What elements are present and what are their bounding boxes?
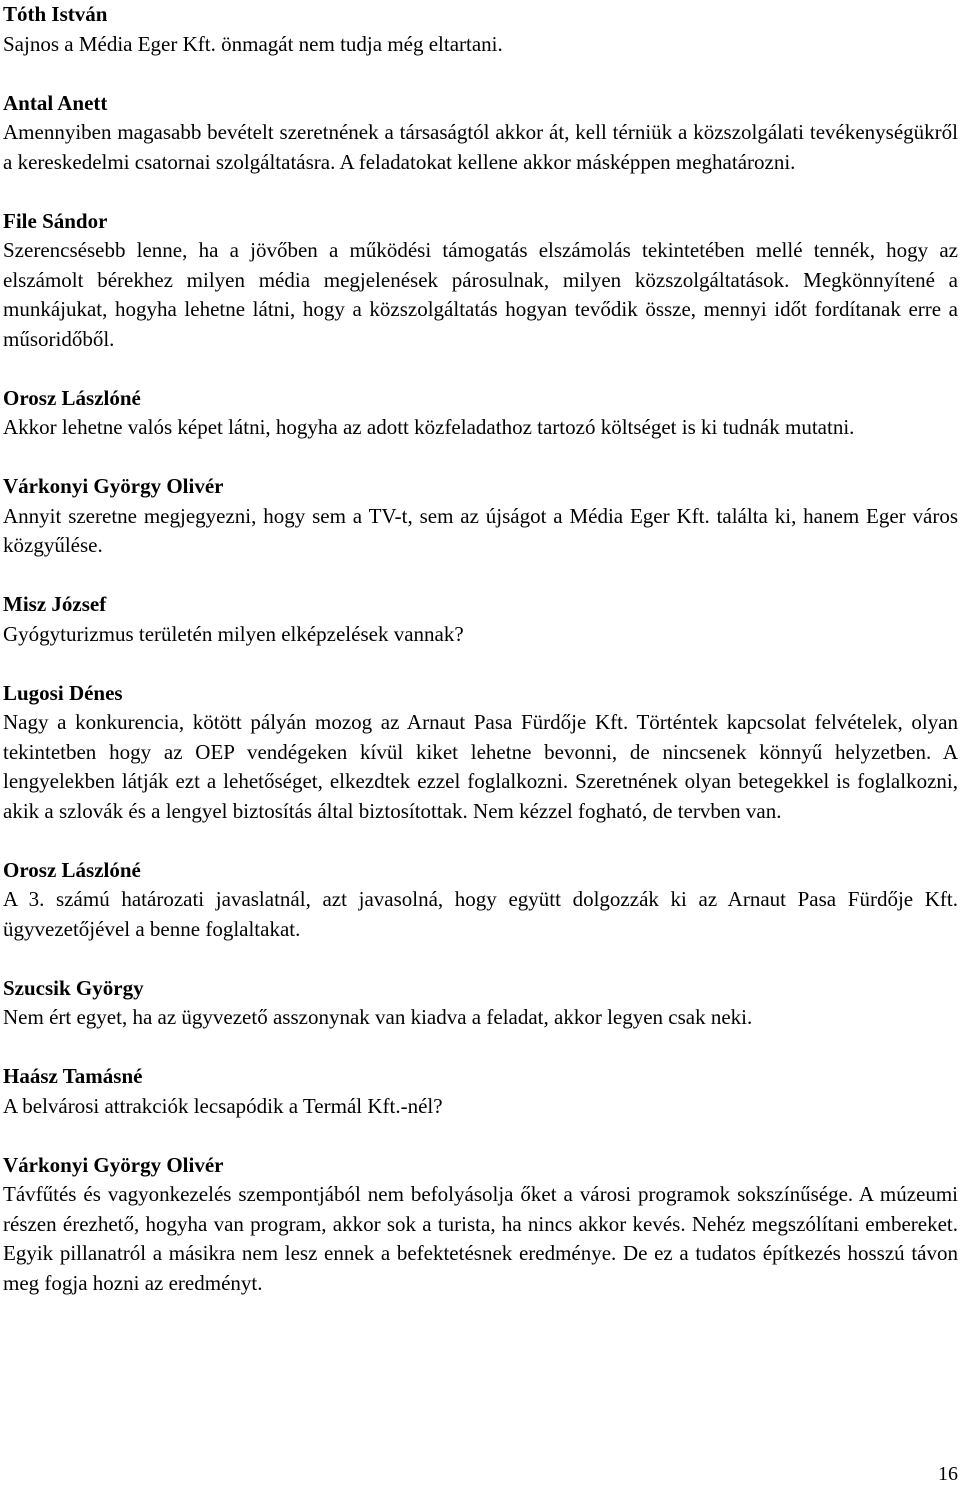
statement-entry [3, 1062, 958, 1121]
statement-text: Távfűtés és vagyonkezelés szempontjából nem befolyásolja őket a városi programok sokszínűsége. A múzeumi részen érezhető, hogyha van program, akkor sok a turista, ha nincs akkor kevés. Nehéz megszólítani embereket. Egyik pillanatról a másikra nem lesz ennek a befektetésnek eredménye. De ez a tudatos építkezés hosszú távon meg fogja hozni az eredményt. [3, 1182, 958, 1295]
spacer [3, 561, 958, 591]
spacer [3, 1033, 958, 1063]
speaker-name: Tóth István [3, 2, 108, 26]
statement-entry [3, 974, 958, 1033]
spacer [3, 1121, 958, 1151]
spacer [3, 59, 958, 89]
speaker-name: Várkonyi György Olivér [3, 474, 224, 498]
statement-text: Akkor lehetne valós képet látni, hogyha az adott közfeladathoz tartozó költséget is ki tudnák mutatni. [3, 415, 855, 439]
document-page [3, 0, 958, 1298]
statement-entry [3, 472, 958, 561]
speaker-name: Misz József [3, 592, 107, 616]
spacer [3, 649, 958, 679]
speaker-name: Haász Tamásné [3, 1064, 143, 1088]
statement-text: Szerencsésebb lenne, ha a jövőben a működési támogatás elszámolás tekintetében mellé tennék, hogy az elszámolt bérekhez milyen média megjelenések párosulnak, milyen közszolgáltatások. Megkönnyítené a munkájukat, hogyha lehetne látni, hogy a közszolgáltatás hogyan tevődik össze, mennyi időt fordítanak erre a műsoridőből. [3, 238, 958, 351]
speaker-name: File Sándor [3, 208, 108, 233]
statement-text: A 3. számú határozati javaslatnál, azt javasolná, hogy együtt dolgozzák ki az Arnaut Pasa Fürdője Kft. ügyvezetőjével a benne foglaltakat. [3, 887, 958, 941]
speaker-name: Orosz Lászlóné [3, 385, 141, 410]
statement-entry [3, 856, 958, 945]
spacer [3, 826, 958, 856]
statement-entry [3, 679, 958, 827]
page-number: 16 [938, 1463, 958, 1485]
statement-text: Gyógyturizmus területén milyen elképzelések vannak? [3, 621, 464, 646]
statement-text: Nagy a konkurencia, kötött pályán mozog az Arnaut Pasa Fürdője Kft. Történtek kapcsolat felvételek, olyan tekintetben hogy az OEP vendégeken kívül kiket lehetne bevonni, de nincsenek könnyű helyzetben. A lengyelekben látják ezt a lehetőséget, elkezdtek ezzel foglalkozni. Szeretnének olyan betegekkel is foglalkozni, akik a szlovák és a lengyel biztosítás által biztosítottak. Nem kézzel fogható, de tervben van. [3, 710, 958, 823]
statement-text: A belvárosi attrakciók lecsapódik a Termál Kft.-nél? [3, 1093, 443, 1118]
speaker-name: Várkonyi György Olivér [3, 1152, 224, 1177]
spacer [3, 354, 958, 384]
statement-text: Annyit szeretne megjegyezni, hogy sem a TV-t, sem az újságot a Média Eger Kft. találta ki, hanem Eger város közgyűlése. [3, 503, 958, 557]
statement-entry [3, 207, 958, 355]
speaker-name: Orosz Lászlóné [3, 857, 141, 882]
spacer [3, 443, 958, 473]
statement-text: Sajnos a Média Eger Kft. önmagát nem tudja még eltartani. [3, 31, 503, 56]
statement-entry [3, 1151, 958, 1299]
statement-entry [3, 89, 958, 178]
spacer [3, 177, 958, 207]
statement-text: Amennyiben magasabb bevételt szeretnének a társaságtól akkor át, kell térniük a közszolgálati tevékenységükről a kereskedelmi csatornai szolgáltatásra. A feladatokat kellene akkor másképpen meghatározni. [3, 120, 958, 174]
statement-entry [3, 384, 958, 443]
statement-text: Nem ért egyet, ha az ügyvezető asszonynak van kiadva a feladat, akkor legyen csak neki. [3, 1005, 753, 1029]
speaker-name: Antal Anett [3, 90, 108, 115]
statement-entry [3, 0, 958, 59]
spacer [3, 944, 958, 974]
speaker-name: Lugosi Dénes [3, 680, 123, 705]
speaker-name: Szucsik György [3, 975, 144, 1000]
statement-entry [3, 590, 958, 649]
